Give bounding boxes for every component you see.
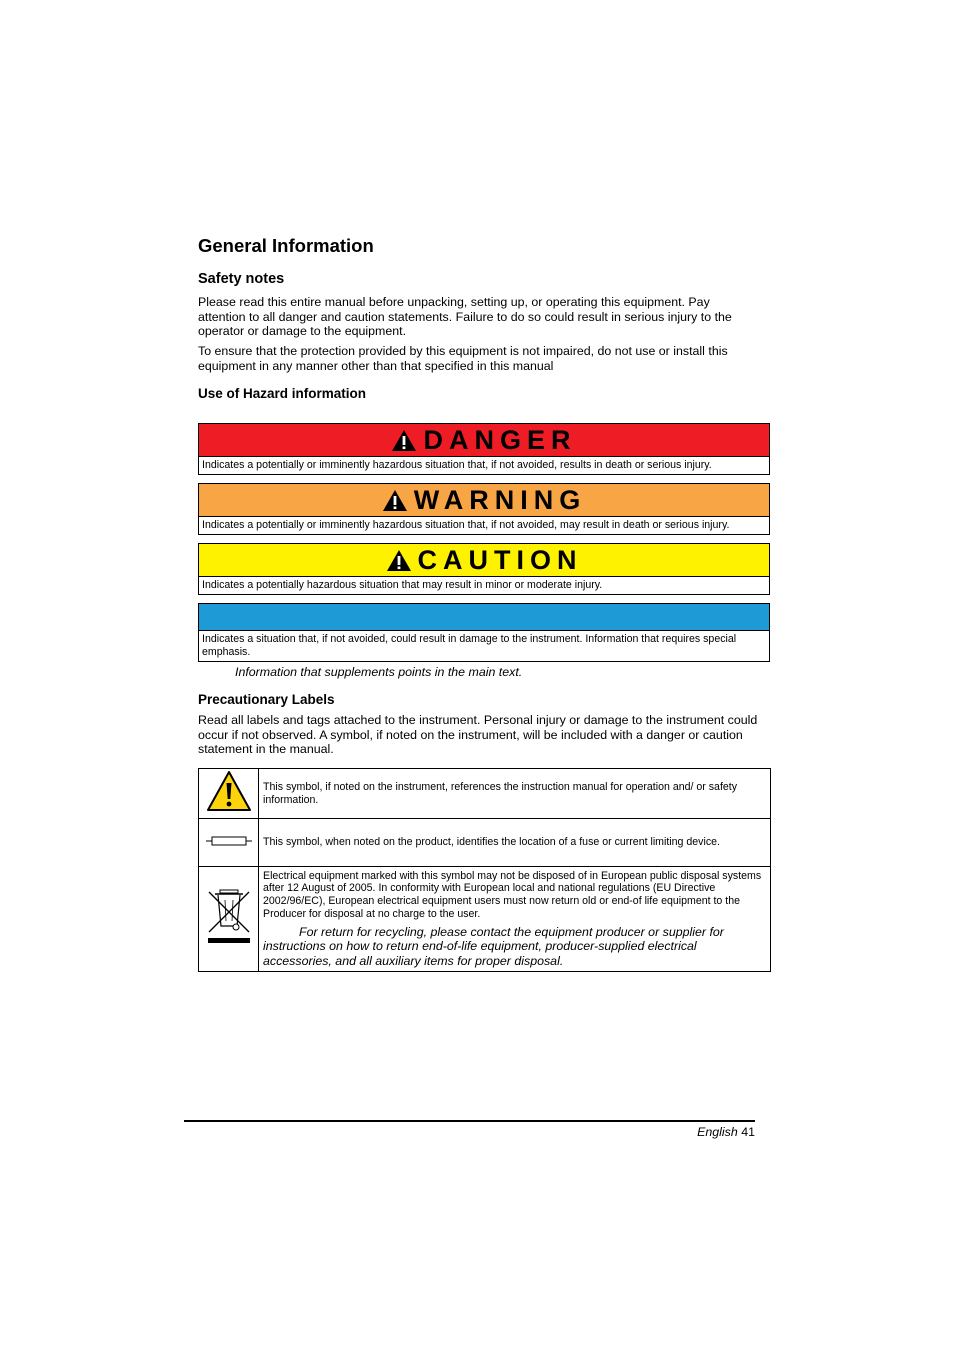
safety-paragraph-1: Please read this entire manual before unpacking, setting up, or operating this equipment. Pay attention to all danger and caution statements. Failure to do so could result in serious injury to the operator or damage to the equipment. [198, 295, 732, 339]
page-title: General Information [198, 235, 374, 256]
note-text: Information that supplements points in the main text. [235, 665, 523, 679]
crossed-bin-icon [206, 888, 252, 946]
caution-box [198, 543, 770, 595]
warning-triangle-icon [386, 549, 412, 572]
safety-notes-heading: Safety notes [198, 271, 285, 287]
notice-description: Indicates a situation that, if not avoided, could result in damage to the instrument. Information that requires special emphasis. [202, 633, 737, 658]
footer-rule [184, 1120, 755, 1122]
footer-language: English [697, 1125, 738, 1139]
weee-note: For return for recycling, please contact the equipment producer or supplier for instructions on how to return end-of-life equipment, producer-supplied electrical accessories, and all auxiliary items for proper disposal. [263, 924, 724, 968]
warning-box [198, 483, 770, 535]
danger-label: DANGER [423, 424, 577, 455]
symbol-cell [199, 819, 259, 867]
warning-triangle-icon [206, 770, 252, 812]
safety-paragraph-2: To ensure that the protection provided by this equipment is not impaired, do not use or install this equipment in any manner other than that specified in this manual [198, 344, 728, 373]
precautionary-labels-table [198, 768, 771, 972]
page-number: 41 [741, 1125, 755, 1139]
precautionary-labels-heading: Precautionary Labels [198, 692, 335, 707]
warning-band [199, 484, 769, 517]
table-row [199, 867, 771, 972]
warning-triangle-icon [382, 489, 408, 512]
caution-label: CAUTION [417, 544, 583, 575]
precaution-intro: Read all labels and tags attached to the instrument. Personal injury or damage to the instrument could occur if not observed. A symbol, if noted on the instrument, will be included with a danger or caution statement in the manual. [198, 713, 758, 757]
caution-band [199, 544, 769, 577]
symbol-cell [199, 769, 259, 819]
symbol-cell [199, 867, 259, 972]
warning-label: WARNING [413, 484, 587, 515]
weee-text: Electrical equipment marked with this symbol may not be disposed of in European public disposal systems after 12 August of 2005. In conformity with European local and national regulations (EU Directive 2002/96/EC), European electrical equipment users must now return old or end-of life equipment to the Producer for disposal at no charge to the user. [263, 869, 762, 920]
table-row [199, 819, 771, 867]
caution-description: Indicates a potentially hazardous situation that may result in minor or moderate injury. [202, 579, 603, 591]
symbol-description [259, 867, 771, 972]
warning-triangle-icon [391, 429, 417, 452]
danger-description: Indicates a potentially or imminently hazardous situation that, if not avoided, results in death or serious injury. [202, 459, 712, 471]
warning-description: Indicates a potentially or imminently hazardous situation that, if not avoided, may result in death or serious injury. [202, 519, 730, 531]
symbol-description: This symbol, if noted on the instrument, references the instruction manual for operation and/ or safety information. [259, 769, 771, 819]
notice-box [198, 603, 770, 662]
fuse-icon [206, 835, 252, 847]
symbol-description: This symbol, when noted on the product, identifies the location of a fuse or current limiting device. [259, 819, 771, 867]
danger-band [199, 424, 769, 457]
table-row [199, 769, 771, 819]
notice-band [199, 604, 769, 631]
hazard-info-heading: Use of Hazard information [198, 386, 367, 401]
page-footer [697, 1125, 755, 1139]
danger-box [198, 423, 770, 475]
